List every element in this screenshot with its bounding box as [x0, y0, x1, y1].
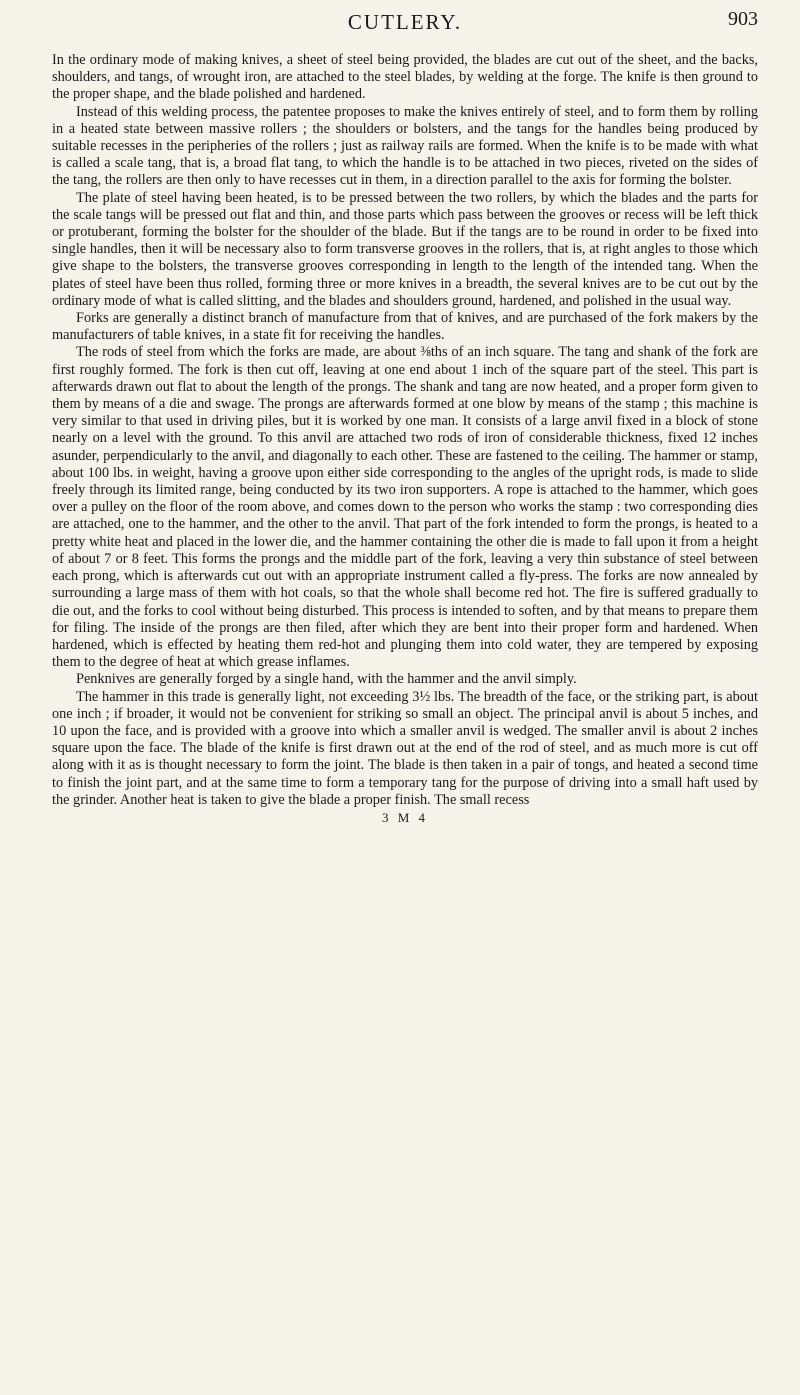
running-head [52, 0, 758, 52]
paragraph-rolling-process: Instead of this welding process, the patentee proposes to make the knives entirely of steel, and to form them by rolling in a heated state between massive rollers ; the shoulders or bolsters, and the tangs for the handles being produced by suitable recesses in the peripheries of the rollers ; just as railway rails are formed. When the knife is to be made with what is called a scale tang, that is, a broad flat tang, to which the handle is to be attached in two pieces, riveted on the sides of the tang, the rollers are then only to have recesses cut in them, in a direction parallel to the axis for forming the bolster. [52, 103, 758, 189]
paragraph-fork-making: The rods of steel from which the forks are made, are about ⅜ths of an inch square. The tang and shank of the fork are first roughly formed. The fork is then cut off, leaving at one end about 1 inch of the square part of the steel. This part is afterwards drawn out flat to about the length of the prongs. The shank and tang are now heated, and a proper form given to them by means of a die and swage. The prongs are afterwards formed at one blow by means of the stamp ; this machine is very similar to that used in driving piles, but it is worked by one man. It consists of a large anvil fixed in a block of stone nearly on a level with the ground. To this anvil are attached two rods of iron of considerable thickness, fixed 12 inches asunder, perpendicularly to the anvil, and diagonally to each other. These are fastened to the ceiling. The hammer or stamp, about 100 lbs. in weight, having a groove upon either side corresponding to the angles of the upright rods, is made to slide freely through its limited range, being conducted by its two iron supporters. A rope is attached to the hammer, which goes over a pulley on the floor of the room above, and comes down to the person who works the stamp : two corresponding dies are attached, one to the hammer, and the other to the anvil. That part of the fork intended to form the prongs, is heated to a pretty white heat and placed in the lower die, and the hammer containing the other die is made to fall upon it from a height of about 7 or 8 feet. This forms the prongs and the middle part of the fork, leaving a very thin substance of steel between each prong, which is afterwards cut out with an appropriate instrument called a fly-press. The forks are now annealed by surrounding a large mass of them with hot coals, so that the whole shall become red hot. The fire is suffered gradually to die out, and the forks to cool without being disturbed. This process is intended to soften, and by that means to prepare them for filing. The inside of the prongs are then filed, after which they are bent into their proper form and hardened. When hardened, which is effected by heating them red-hot and plunging them into cold water, they are tempered by exposing them to the degree of heat at which grease inflames. [52, 344, 758, 671]
signature-mark: 3 M 4 [381, 809, 429, 825]
page-number: 903 [728, 8, 758, 30]
paragraph-forks-intro: Forks are generally a distinct branch of manufacture from that of knives, and are purchased of the fork makers by the manufacturers of table knives, in a state fit for receiving the handles. [52, 310, 758, 344]
paragraph-knife-making-ordinary-mode: In the ordinary mode of making knives, a sheet of steel being provided, the blades are cut out of the sheet, and the backs, shoulders, and tangs, of wrought iron, are attached to the steel blades, by welding at the forge. The knife is then ground to the proper shape, and the blade polished and hardened. [52, 52, 758, 103]
paragraph-penknives: Penknives are generally forged by a single hand, with the hammer and the anvil simply. [76, 671, 577, 688]
paragraph-plate-pressing: The plate of steel having been heated, is to be pressed between the two rollers, by which the blades and the parts for the scale tangs will be pressed out flat and thin, and those parts which pass between the grooves or recess will be left thick or protuberant, forming the bolster for the shoulder of the blade. But if the tangs are to be round in order to be fixed into single handles, then it will be necessary also to form transverse grooves in the rollers, that is, at right angles to those which give shape to the bolsters, the transverse grooves corresponding in length to the length of the intended tang. When the plates of steel have been thus rolled, forming three or more knives in a breadth, the several knives are to be cut out by the ordinary mode of what is called slitting, and the blades and shoulders ground, hardened, and polished in the usual way. [52, 189, 758, 309]
running-title: CUTLERY. [347, 10, 463, 34]
paragraph-hammer-anvil: The hammer in this trade is generally light, not exceeding 3½ lbs. The breadth of the face, or the striking part, is about one inch ; if broader, it would not be convenient for striking so small an object. The principal anvil is about 5 inches, and 10 upon the face, and is provided with a groove into which a smaller anvil is wedged. The smaller anvil is about 2 inches square upon the face. The blade of the knife is first drawn out at the end of the rod of steel, and as much more is cut off along with it as is thought necessary to form the joint. The blade is then taken in a pair of tongs, and heated a second time to finish the joint part, and at the same time to form a temporary tang for the purpose of driving into a small haft used by the grinder. Another heat is taken to give the blade a proper finish. The small recess [52, 688, 758, 808]
body-text [52, 52, 758, 809]
